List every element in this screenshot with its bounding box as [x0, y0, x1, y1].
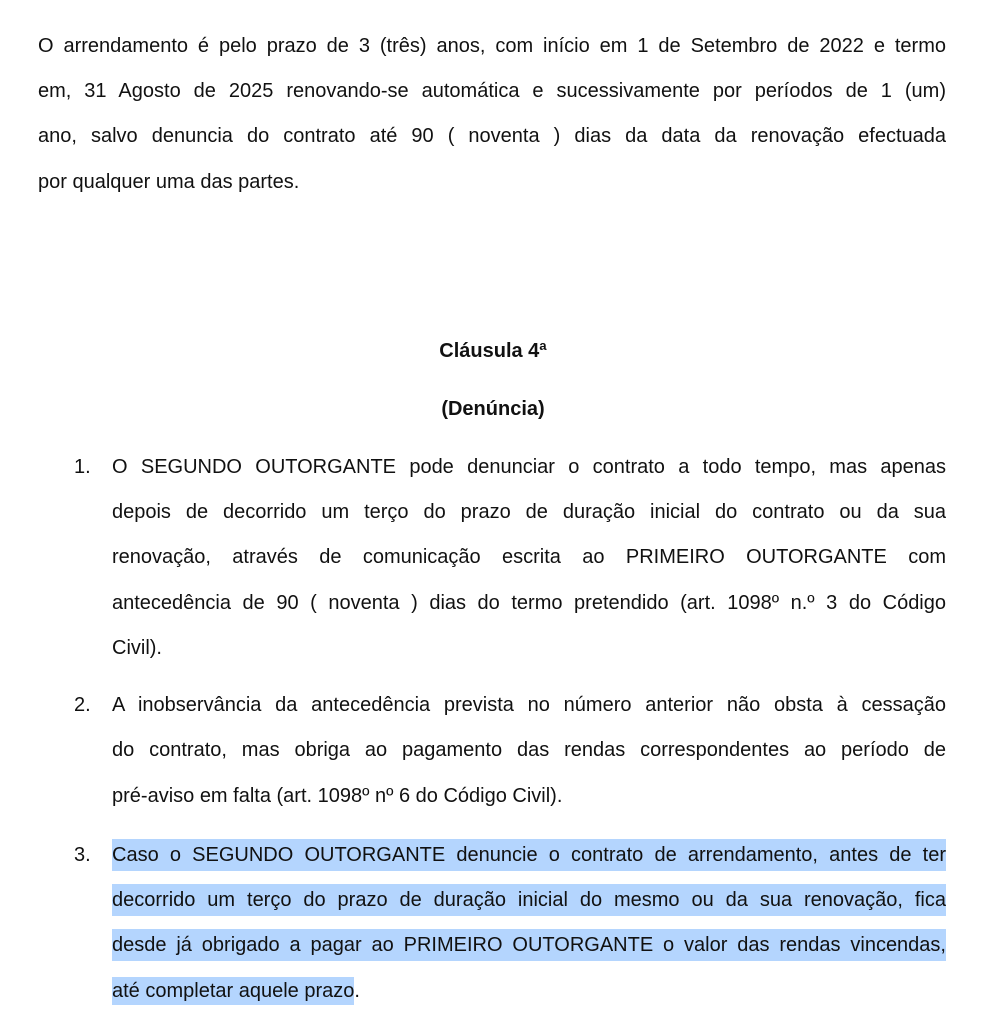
intro-line-2: em, 31 Agosto de 2025 renovando-se automática e sucessivamente por períodos de 1 (um): [38, 80, 946, 102]
item-line: renovação, através de comunicação escrita ao PRIMEIRO OUTORGANTE com: [112, 546, 946, 568]
clause-title: Cláusula 4ª: [439, 340, 547, 362]
item-line-selected[interactable]: Caso o SEGUNDO OUTORGANTE denuncie o contrato de arrendamento, antes de ter: [112, 839, 946, 871]
intro-line-1: O arrendamento é pelo prazo de 3 (três) anos, com início em 1 de Setembro de 2022 e termo: [38, 35, 946, 57]
item-number: 1.: [74, 456, 91, 478]
item-trailing-period: .: [354, 980, 360, 1002]
item-line-selected[interactable]: decorrido um terço do prazo de duração inicial do mesmo ou da sua renovação, fica: [112, 884, 946, 916]
item-number: 2.: [74, 694, 91, 716]
clause-subtitle: (Denúncia): [441, 398, 545, 420]
item-number: 3.: [74, 844, 91, 866]
item-line: O SEGUNDO OUTORGANTE pode denunciar o contrato a todo tempo, mas apenas: [112, 456, 946, 478]
item-line-selected[interactable]: desde já obrigado a pagar ao PRIMEIRO OUTORGANTE o valor das rendas vincendas,: [112, 929, 946, 961]
item-line: antecedência de 90 ( noventa ) dias do termo pretendido (art. 1098º n.º 3 do Código: [112, 592, 946, 614]
item-line-selected[interactable]: até completar aquele prazo: [112, 977, 354, 1005]
intro-line-4: por qualquer uma das partes.: [38, 171, 300, 193]
item-line: pré-aviso em falta (art. 1098º nº 6 do Código Civil).: [112, 785, 563, 807]
intro-line-3: ano, salvo denuncia do contrato até 90 ( noventa ) dias da data da renovação efectuada: [38, 125, 946, 147]
item-line: depois de decorrido um terço do prazo de duração inicial do contrato ou da sua: [112, 501, 946, 523]
item-line: do contrato, mas obriga ao pagamento das rendas correspondentes ao período de: [112, 739, 946, 761]
item-line: A inobservância da antecedência prevista no número anterior não obsta à cessação: [112, 694, 946, 716]
item-line: Civil).: [112, 637, 162, 659]
item-last-line[interactable]: [112, 978, 360, 1004]
